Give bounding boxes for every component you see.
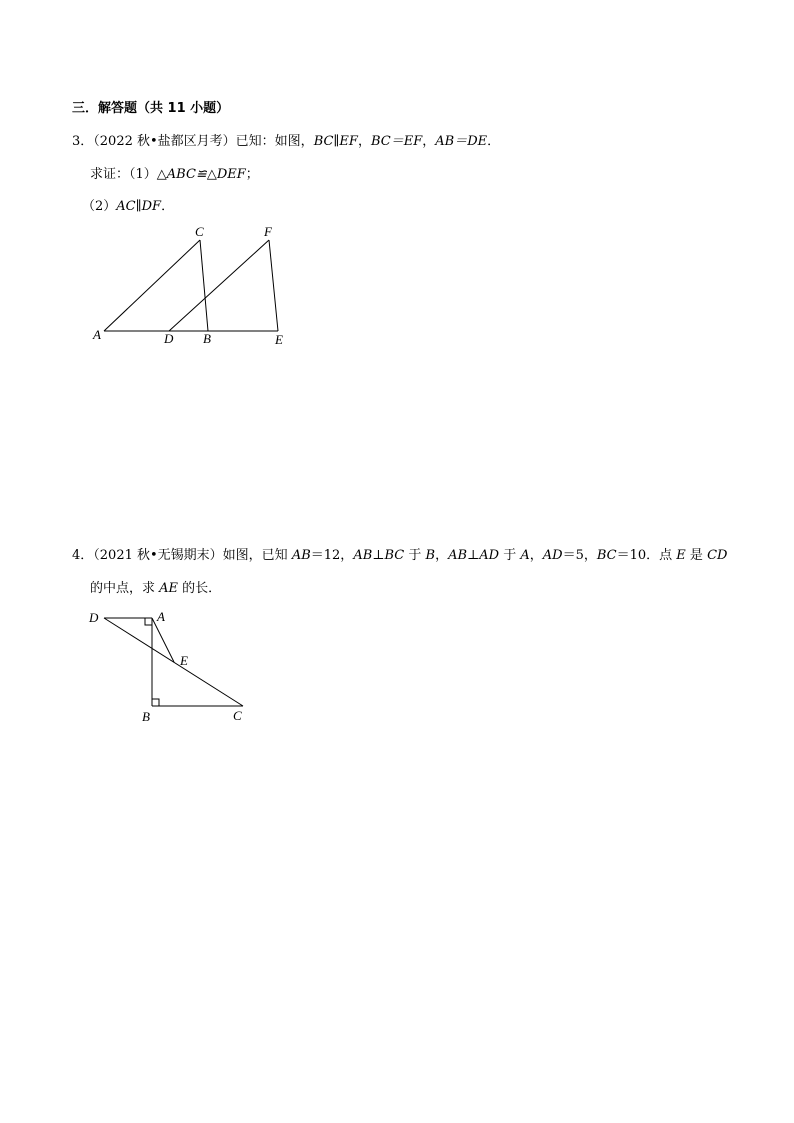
- symbol: CD: [707, 548, 728, 563]
- symbol: E: [676, 548, 686, 563]
- part-2-end: ．: [161, 199, 175, 214]
- question-3-prove-part1: [90, 166, 259, 184]
- text: ⊥: [467, 548, 480, 563]
- question-4-statement: [72, 547, 727, 565]
- part-2-number: （2）: [82, 199, 117, 214]
- point-label-c: C: [233, 708, 242, 723]
- section-title: 三．解答题（共 11 小题）: [72, 101, 230, 116]
- question-4-statement-line2: [90, 580, 221, 598]
- symbol: A: [520, 548, 530, 563]
- question-4-source: （2021 秋•无锡期末）: [93, 548, 223, 563]
- point-label-d: D: [89, 610, 99, 625]
- text: ＝10．点: [616, 548, 677, 563]
- right-angle-mark-b: [152, 699, 159, 706]
- segment-ac: [104, 240, 200, 331]
- point-label-b: B: [203, 331, 211, 346]
- condition-bc-parallel-ef: BC∥EF: [313, 134, 358, 149]
- text: 的长．: [178, 581, 222, 596]
- point-label-e: E: [275, 332, 283, 347]
- segment-cb: [200, 240, 208, 331]
- part-1-number: （1）: [129, 167, 157, 182]
- text: 于: [404, 548, 426, 563]
- symbol: AB: [353, 548, 373, 563]
- question-3-lead: 已知：如图，: [235, 134, 314, 149]
- condition-bc-equals-ef: BC＝EF: [370, 134, 423, 149]
- symbol: BC: [596, 548, 617, 563]
- symbol: AD: [542, 548, 563, 563]
- period: ．: [487, 134, 501, 149]
- question-3-statement: [72, 133, 500, 151]
- text: 如图，已知: [222, 548, 292, 563]
- symbol: AB: [448, 548, 468, 563]
- point-label-b: B: [142, 709, 150, 724]
- point-label-d: D: [164, 331, 174, 346]
- separator: ，: [422, 134, 436, 149]
- point-label-a: A: [157, 609, 165, 624]
- point-label-a: A: [93, 327, 101, 342]
- question-3-figure: [88, 220, 298, 350]
- segment-fe: [269, 240, 278, 331]
- point-label-e: E: [180, 653, 188, 668]
- text: ⊥: [372, 548, 385, 563]
- point-label-f: F: [264, 224, 272, 239]
- symbol: BC: [384, 548, 405, 563]
- text: ，: [529, 548, 543, 563]
- question-3-number: 3．: [72, 134, 94, 149]
- question-3-source: （2022 秋•盐都区月考）: [93, 134, 236, 149]
- separator: ，: [357, 134, 371, 149]
- question-4-number: 4．: [72, 548, 94, 563]
- text: ＝12，: [310, 548, 354, 563]
- symbol: B: [425, 548, 436, 563]
- part-2-claim: AC∥DF: [116, 199, 162, 214]
- condition-ab-equals-de: AB＝DE: [435, 134, 488, 149]
- text: 于: [499, 548, 521, 563]
- question-4-figure: [85, 605, 255, 730]
- right-angle-mark-a: [145, 618, 152, 625]
- point-label-c: C: [195, 224, 204, 239]
- text: 的中点，求: [90, 581, 160, 596]
- prove-label: 求证：: [90, 167, 130, 182]
- text: ，: [435, 548, 449, 563]
- part-1-claim: △ABC≌△DEF: [156, 167, 246, 182]
- part-1-end: ；: [245, 167, 259, 182]
- segment-df: [169, 240, 269, 331]
- text: ＝5，: [562, 548, 597, 563]
- symbol: AD: [479, 548, 500, 563]
- symbol: AE: [159, 581, 179, 596]
- question-3-prove-part2: [82, 198, 174, 216]
- text: 是: [685, 548, 708, 563]
- symbol: AB: [291, 548, 311, 563]
